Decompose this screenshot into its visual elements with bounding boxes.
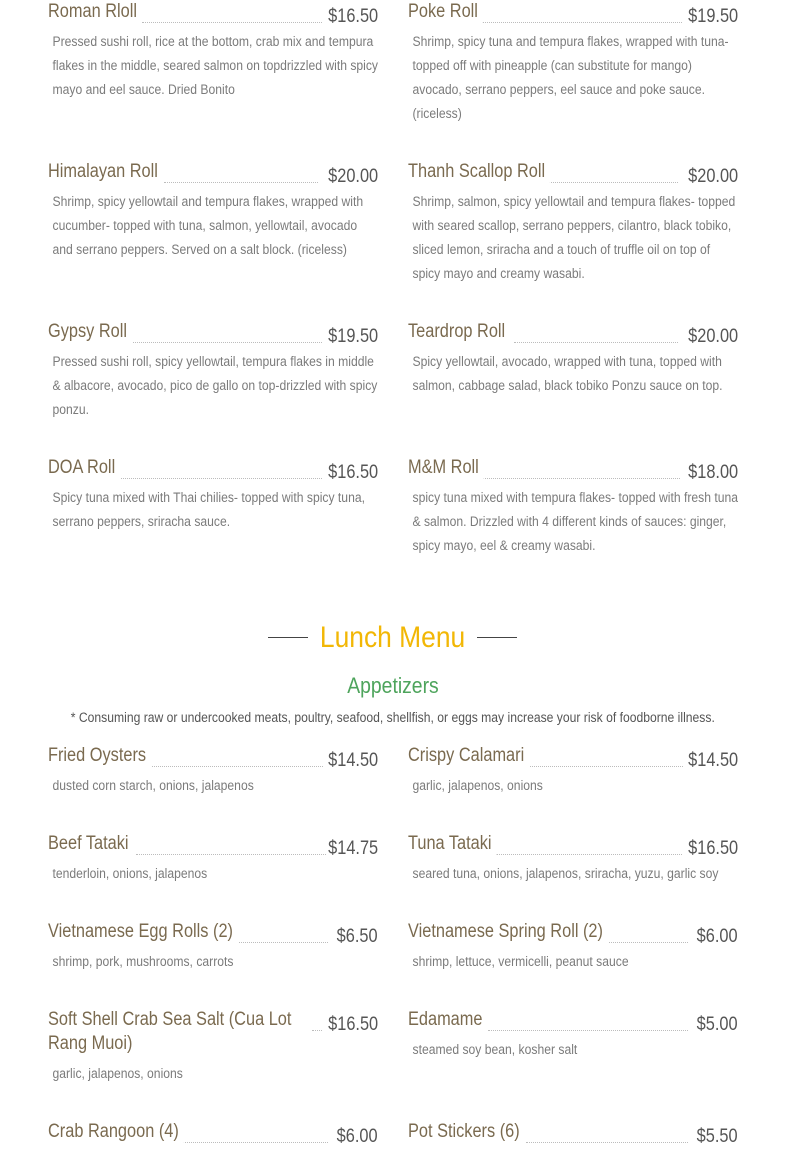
subsection-title: Appetizers — [346, 673, 439, 698]
item-price: $14.50 — [688, 750, 738, 771]
item-name: Soft Shell Crab Sea Salt (Cua Lot Rang Muoi) — [48, 1008, 311, 1056]
dot-leader — [136, 854, 326, 855]
item-description: Shrimp, spicy tuna and tempura flakes, wrapped with tuna- topped off with pineapple (can substitute for mango) avocado, serrano peppers, eel sauce and poke sauce. (riceless) — [412, 34, 729, 121]
dot-leader — [148, 766, 323, 767]
item-price: $5.50 — [697, 1126, 738, 1147]
dot-leader — [482, 22, 682, 23]
item-description: Pressed sushi roll, spicy yellowtail, tempura flakes in middle & albacore, avocado, pico de gallo on top-drizzled with spicy ponzu. — [52, 354, 378, 417]
item-description: garlic, jalapenos, onions — [52, 1066, 183, 1081]
item-price: $16.50 — [328, 1014, 378, 1035]
item-description: Spicy tuna mixed with Thai chilies- topped with spicy tuna, serrano peppers, sriracha sauce. — [52, 490, 365, 529]
item-name: Fried Oysters — [48, 744, 151, 768]
item-description: steamed soy bean, kosher salt — [412, 1042, 578, 1057]
dot-leader — [488, 1030, 688, 1031]
menu-item-vietnamese-spring-roll — [408, 920, 738, 974]
dot-leader — [526, 1142, 688, 1143]
item-name: Poke Roll — [408, 0, 483, 24]
section-title: Lunch Menu — [319, 621, 466, 654]
dot-leader — [180, 1142, 328, 1143]
menu-item-doa-roll — [48, 456, 378, 534]
item-name: Himalayan Roll — [48, 160, 163, 184]
dot-leader — [142, 22, 322, 23]
item-price: $16.50 — [328, 6, 378, 27]
item-name: Vietnamese Egg Rolls (2) — [48, 920, 238, 944]
item-description: shrimp, pork, mushrooms, carrots — [52, 954, 234, 969]
dot-leader — [604, 942, 688, 943]
dot-leader — [164, 182, 318, 183]
item-description: shrimp, lettuce, vermicelli, peanut sauce — [412, 954, 629, 969]
menu-item-edamame — [408, 1008, 738, 1062]
item-description: Shrimp, salmon, spicy yellowtail and tempura flakes- topped with seared scallop, serrano peppers, cilantro, black tobiko, sliced lemon, sriracha and a touch of truffle oil on top of spicy mayo and creamy wasabi. — [412, 194, 736, 281]
item-description: tenderloin, onions, jalapenos — [52, 866, 208, 881]
item-name: DOA Roll — [48, 456, 120, 480]
item-description: seared tuna, onions, jalapenos, sriracha, yuzu, garlic soy — [412, 866, 719, 881]
menu-item-soft-shell-crab — [48, 1008, 378, 1086]
menu-item-vietnamese-egg-rolls — [48, 920, 378, 974]
item-name: Vietnamese Spring Roll (2) — [408, 920, 608, 944]
item-price: $6.00 — [337, 1126, 378, 1147]
menu-item-fried-oysters — [48, 744, 378, 798]
item-name: Crab Rangoon (4) — [48, 1120, 184, 1144]
item-price: $16.50 — [328, 462, 378, 483]
item-price: $20.00 — [328, 166, 378, 187]
dot-leader — [546, 182, 678, 183]
menu-item-tuna-tataki — [408, 832, 738, 886]
item-description: Pressed sushi roll, rice at the bottom, crab mix and tempura flakes in the middle, seared salmon on topdrizzled with spicy mayo and eel sauce. Dried Bonito — [52, 34, 379, 97]
food-safety-notice: * Consuming raw or undercooked meats, poultry, seafood, shellfish, or eggs may increase your risk of foodborne illness. — [70, 710, 715, 725]
dot-leader — [114, 478, 322, 479]
menu-item-poke-roll — [408, 0, 738, 126]
item-description: spicy tuna mixed with tempura flakes- topped with fresh tuna & salmon. Drizzled with 4 different kinds of sauces: ginger, spicy mayo, eel & creamy wasabi. — [412, 490, 739, 553]
item-name: Roman Rloll — [48, 0, 142, 24]
menu-item-himalayan-roll — [48, 160, 378, 262]
item-price: $6.00 — [697, 926, 738, 947]
menu-item-roman-roll — [48, 0, 378, 102]
item-price: $19.50 — [688, 6, 738, 27]
item-price: $6.50 — [337, 926, 378, 947]
item-name: Gypsy Roll — [48, 320, 132, 344]
menu-item-pot-stickers — [408, 1120, 738, 1150]
item-description: garlic, jalapenos, onions — [412, 778, 543, 793]
menu-item-crab-rangoon — [48, 1120, 378, 1150]
item-price: $5.00 — [697, 1014, 738, 1035]
item-price: $16.50 — [688, 838, 738, 859]
item-price: $20.00 — [688, 166, 738, 187]
item-price: $14.75 — [328, 838, 378, 859]
item-description: Shrimp, spicy yellowtail and tempura flakes, wrapped with cucumber- topped with tuna, salmon, yellowtail, avocado and serrano peppers. Served on a salt block. (riceless) — [52, 194, 364, 257]
menu-item-beef-tataki — [48, 832, 378, 886]
item-name: Tuna Tataki — [408, 832, 497, 856]
item-price: $19.50 — [328, 326, 378, 347]
item-price: $20.00 — [688, 326, 738, 347]
dot-leader — [232, 942, 328, 943]
item-price: $14.50 — [328, 750, 378, 771]
dot-leader — [128, 342, 322, 343]
menu-item-gypsy-roll — [48, 320, 378, 422]
title-rule-right — [477, 637, 517, 638]
item-name: Crispy Calamari — [408, 744, 529, 768]
item-description: Spicy yellowtail, avocado, wrapped with tuna, topped with salmon, cabbage salad, black tobiko Ponzu sauce on top. — [412, 354, 723, 393]
item-description: dusted corn starch, onions, jalapenos — [52, 778, 254, 793]
item-name: Beef Tataki — [48, 832, 134, 856]
menu-item-crispy-calamari — [408, 744, 738, 798]
dot-leader — [526, 766, 683, 767]
menu-item-teardrop-roll — [408, 320, 738, 398]
menu-item-mm-roll — [408, 456, 738, 558]
dot-leader — [480, 478, 680, 479]
item-name: Thanh Scallop Roll — [408, 160, 550, 184]
menu-item-thanh-scallop-roll — [408, 160, 738, 286]
dot-leader — [312, 1030, 322, 1031]
item-price: $18.00 — [688, 462, 738, 483]
dot-leader — [514, 342, 678, 343]
item-name: Edamame — [408, 1008, 488, 1032]
item-name: Pot Stickers (6) — [408, 1120, 525, 1144]
item-name: Teardrop Roll — [408, 320, 510, 344]
dot-leader — [496, 854, 682, 855]
item-name: M&M Roll — [408, 456, 484, 480]
